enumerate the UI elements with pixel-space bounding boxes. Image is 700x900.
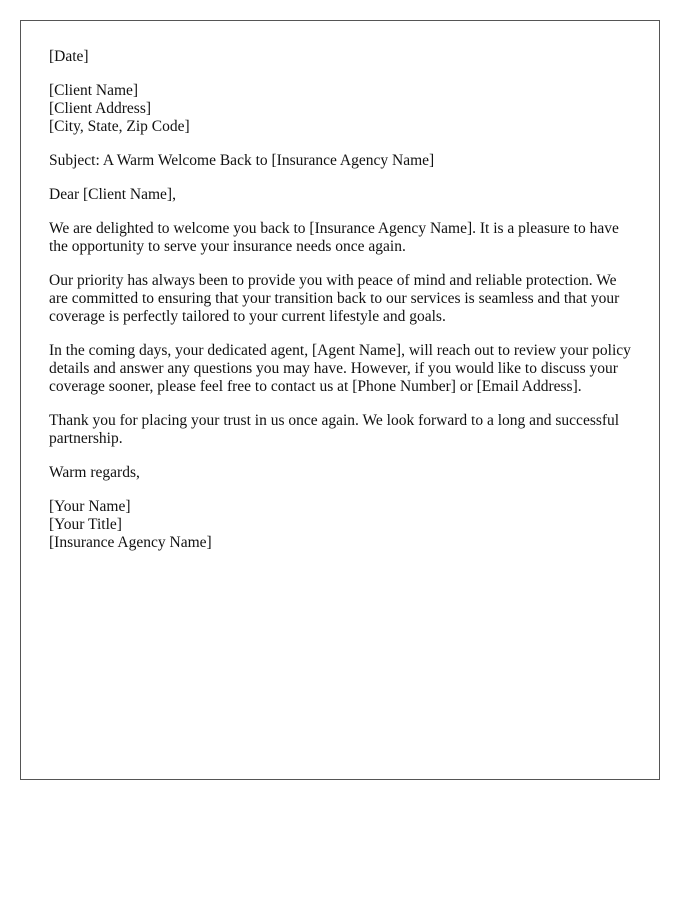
- body-paragraph-priority: Our priority has always been to provide you with peace of mind and reliable protection. We are committed to ensuring that your transition back to our services is seamless and that your coverage is perfectly tailored to your current lifestyle and goals.: [49, 272, 620, 325]
- recipient-city-state-zip: [City, State, Zip Code]: [49, 118, 190, 135]
- recipient-address: [Client Address]: [49, 100, 152, 117]
- signature-name: [Your Name]: [49, 498, 131, 515]
- letter-salutation: Dear [Client Name],: [49, 186, 176, 203]
- letter-body: [49, 48, 639, 568]
- signature-agency: [Insurance Agency Name]: [49, 534, 212, 551]
- signature-title: [Your Title]: [49, 516, 122, 533]
- recipient-block: [49, 82, 639, 136]
- body-paragraph-thanks: Thank you for placing your trust in us once again. We look forward to a long and successful partnership.: [49, 412, 620, 447]
- signature-block: [49, 498, 639, 552]
- body-paragraph-agent: In the coming days, your dedicated agent, [Agent Name], will reach out to review your policy details and answer any questions you may have. However, if you would like to discuss your coverage sooner, please feel free to contact us at [Phone Number] or [Email Address].: [49, 342, 631, 395]
- recipient-name: [Client Name]: [49, 82, 139, 99]
- letter-date: [Date]: [49, 48, 89, 65]
- letter-page: [20, 20, 660, 780]
- letter-closing: Warm regards,: [49, 464, 140, 481]
- body-paragraph-welcome: We are delighted to welcome you back to [Insurance Agency Name]. It is a pleasure to have the opportunity to serve your insurance needs once again.: [49, 220, 619, 255]
- letter-subject: Subject: A Warm Welcome Back to [Insurance Agency Name]: [49, 152, 435, 169]
